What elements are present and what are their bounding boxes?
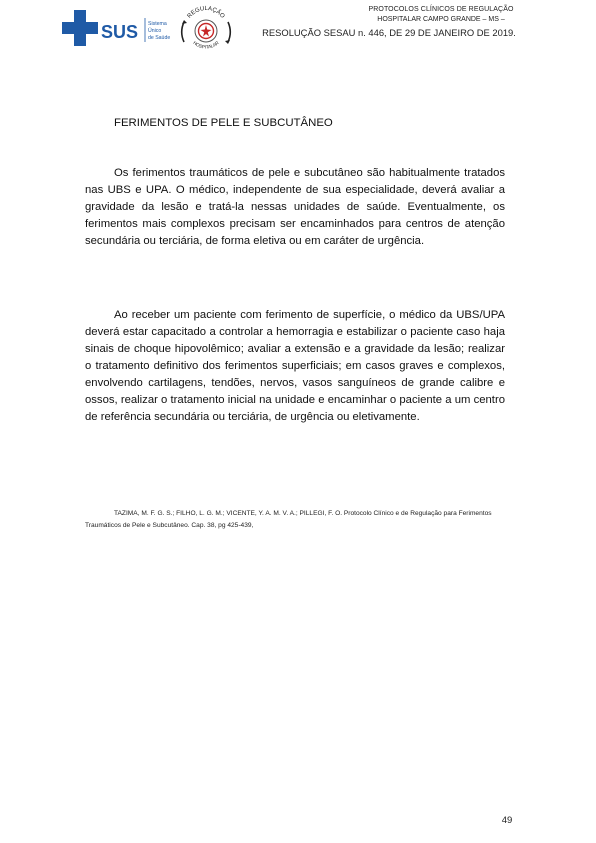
sus-logo-subtitle-1: Sistema [148, 21, 167, 27]
regulacao-emblem-icon [182, 20, 230, 44]
header-protocol-line: PROTOCOLOS CLÍNICOS DE REGULAÇÃO [368, 6, 514, 13]
regulacao-arc-top: REGULAÇÃO [186, 5, 226, 20]
paragraph-management: Ao receber um paciente com ferimento de superfície, o médico da UBS/UPA deverá estar capacitado a controlar a hemorragia e estabilizar o paciente caso haja sinais de choque hipovolêmico; avaliar a extensão e a gravidade da lesão; realizar o tratamento definitivo dos ferimentos superficiais; em casos graves e complexos, envolvendo cartilagens, tendões, nervos, vasos sanguíneos de grande calibre e ossos, realizar o tratamento inicial na unidade e encaminhar o paciente a um centro de referência secundária ou terciária, de urgência ou eletivamente. [85, 309, 505, 423]
paragraph-intro: Os ferimentos traumáticos de pele e subcutâneo são habitualmente tratados nas UBS e UPA. O médico, independente de sua especialidade, deverá avaliar a gravidade da lesão e tratá-la nessas unidades de saúde. Eventualmente, os ferimentos mais complexos precisam ser encaminhados para centros de atenção secundária ou terciária, de forma eletiva ou em caráter de urgência. [85, 167, 505, 247]
header-resolution-line: RESOLUÇÃO SESAU n. 446, DE 29 DE JANEIRO DE 2019. [262, 27, 516, 38]
sus-logo-subtitle-2: Único [148, 28, 162, 34]
document-title: FERIMENTOS DE PELE E SUBCUTÂNEO [114, 117, 333, 129]
header-hospital-line: HOSPITALAR CAMPO GRANDE – MS – [377, 16, 505, 23]
regulacao-arc-bottom: HOSPITALAR [192, 40, 220, 50]
sus-logo-brand: SUS [101, 22, 139, 42]
sus-logo [62, 8, 180, 48]
regulacao-logo [176, 0, 236, 58]
bibliographic-reference: TAZIMA, M. F. G. S.; FILHO, L. G. M.; VICENTE, Y. A. M. V. A.; PILLEGI, F. O. Protocolo Clínico e de Regulação para Ferimentos Traumáticos de Pele e Subcutâneo. Cap. 38, pg 425-439, [85, 510, 492, 529]
sus-logo-subtitle-3: de Saúde [148, 35, 171, 41]
sus-cross-icon [62, 10, 98, 46]
page-number: 49 [501, 815, 513, 826]
